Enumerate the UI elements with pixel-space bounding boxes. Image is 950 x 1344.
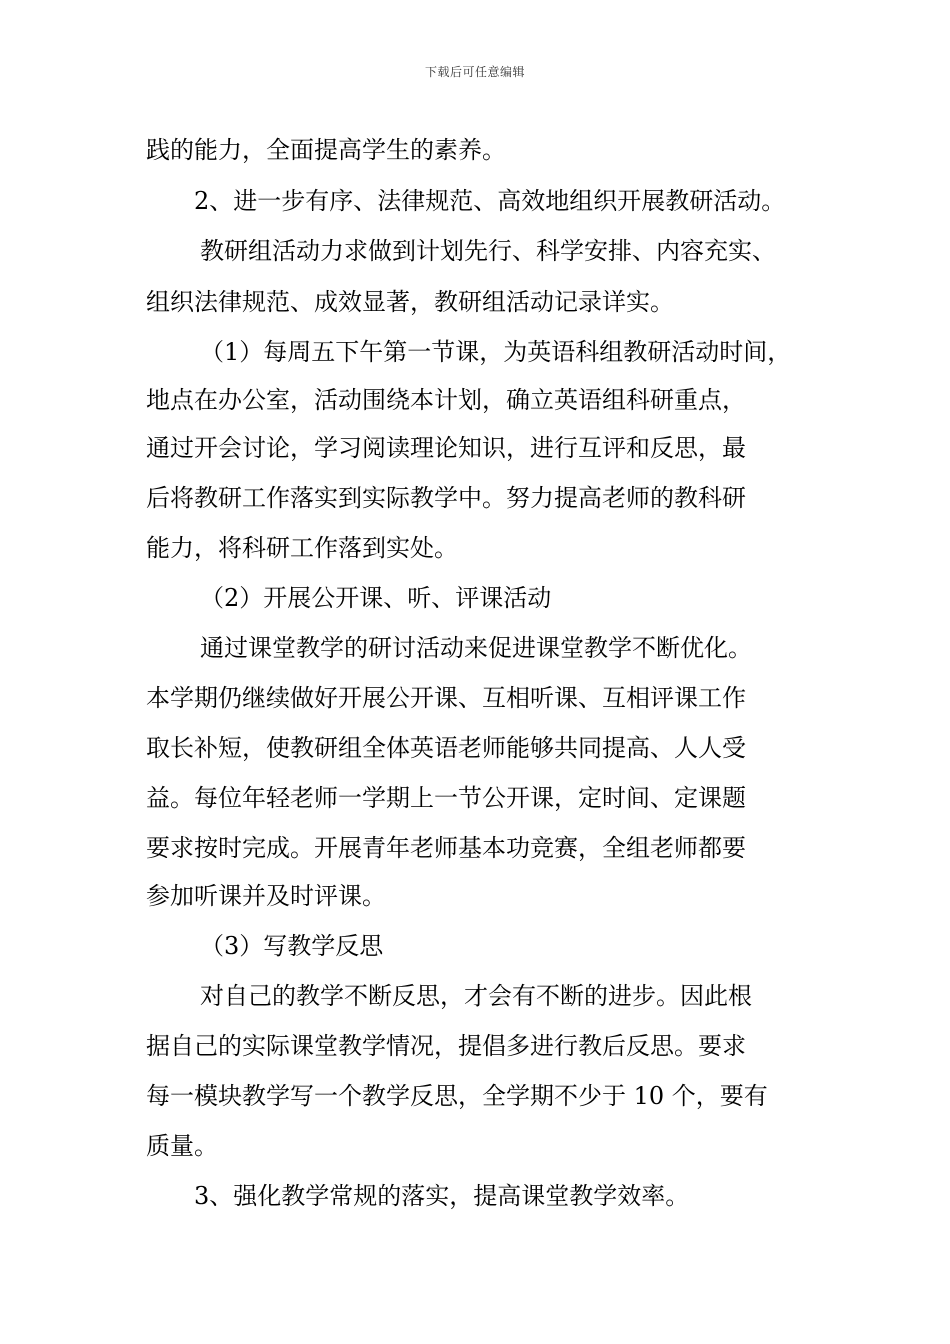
body-line-10: （2）开展公开课、听、评课活动 xyxy=(200,584,552,612)
body-line-19: 据自己的实际课堂教学情况，提倡多进行教后反思。要求 xyxy=(146,1032,746,1060)
body-line-16: 参加听课并及时评课。 xyxy=(146,882,386,910)
body-line-12: 本学期仍继续做好开展公开课、互相听课、互相评课工作 xyxy=(146,684,746,712)
body-line-14: 益。每位年轻老师一学期上一节公开课，定时间、定课题 xyxy=(146,784,746,812)
body-line-4: 组织法律规范、成效显著，教研组活动记录详实。 xyxy=(146,288,674,316)
body-line-20: 每一模块教学写一个教学反思，全学期不少于 10 个，要有 xyxy=(146,1082,768,1110)
body-line-13: 取长补短，使教研组全体英语老师能够共同提高、人人受 xyxy=(146,734,746,762)
body-line-15: 要求按时完成。开展青年老师基本功竞赛，全组老师都要 xyxy=(146,834,746,862)
body-line-5: （1）每周五下午第一节课，为英语科组教研活动时间， xyxy=(200,338,792,366)
page-header: 下载后可任意编辑 xyxy=(424,65,525,79)
body-line-1: 践的能力，全面提高学生的素养。 xyxy=(146,136,506,164)
body-line-18: 对自己的教学不断反思，才会有不断的进步。因此根 xyxy=(200,982,752,1010)
body-line-17: （3）写教学反思 xyxy=(200,932,384,960)
body-line-11: 通过课堂教学的研讨活动来促进课堂教学不断优化。 xyxy=(200,634,752,662)
body-line-21: 质量。 xyxy=(146,1132,218,1160)
body-line-8: 后将教研工作落实到实际教学中。努力提高老师的教科研 xyxy=(146,484,746,512)
body-line-2: 2、进一步有序、法律规范、高效地组织开展教研活动。 xyxy=(194,187,786,215)
body-line-9: 能力，将科研工作落到实处。 xyxy=(146,534,458,562)
body-line-22: 3、强化教学常规的落实，提高课堂教学效率。 xyxy=(194,1182,690,1210)
body-line-6: 地点在办公室，活动围绕本计划，确立英语组科研重点， xyxy=(146,386,746,414)
body-line-7: 通过开会讨论，学习阅读理论知识，进行互评和反思，最 xyxy=(146,434,746,462)
body-line-3: 教研组活动力求做到计划先行、科学安排、内容充实、 xyxy=(200,237,776,265)
